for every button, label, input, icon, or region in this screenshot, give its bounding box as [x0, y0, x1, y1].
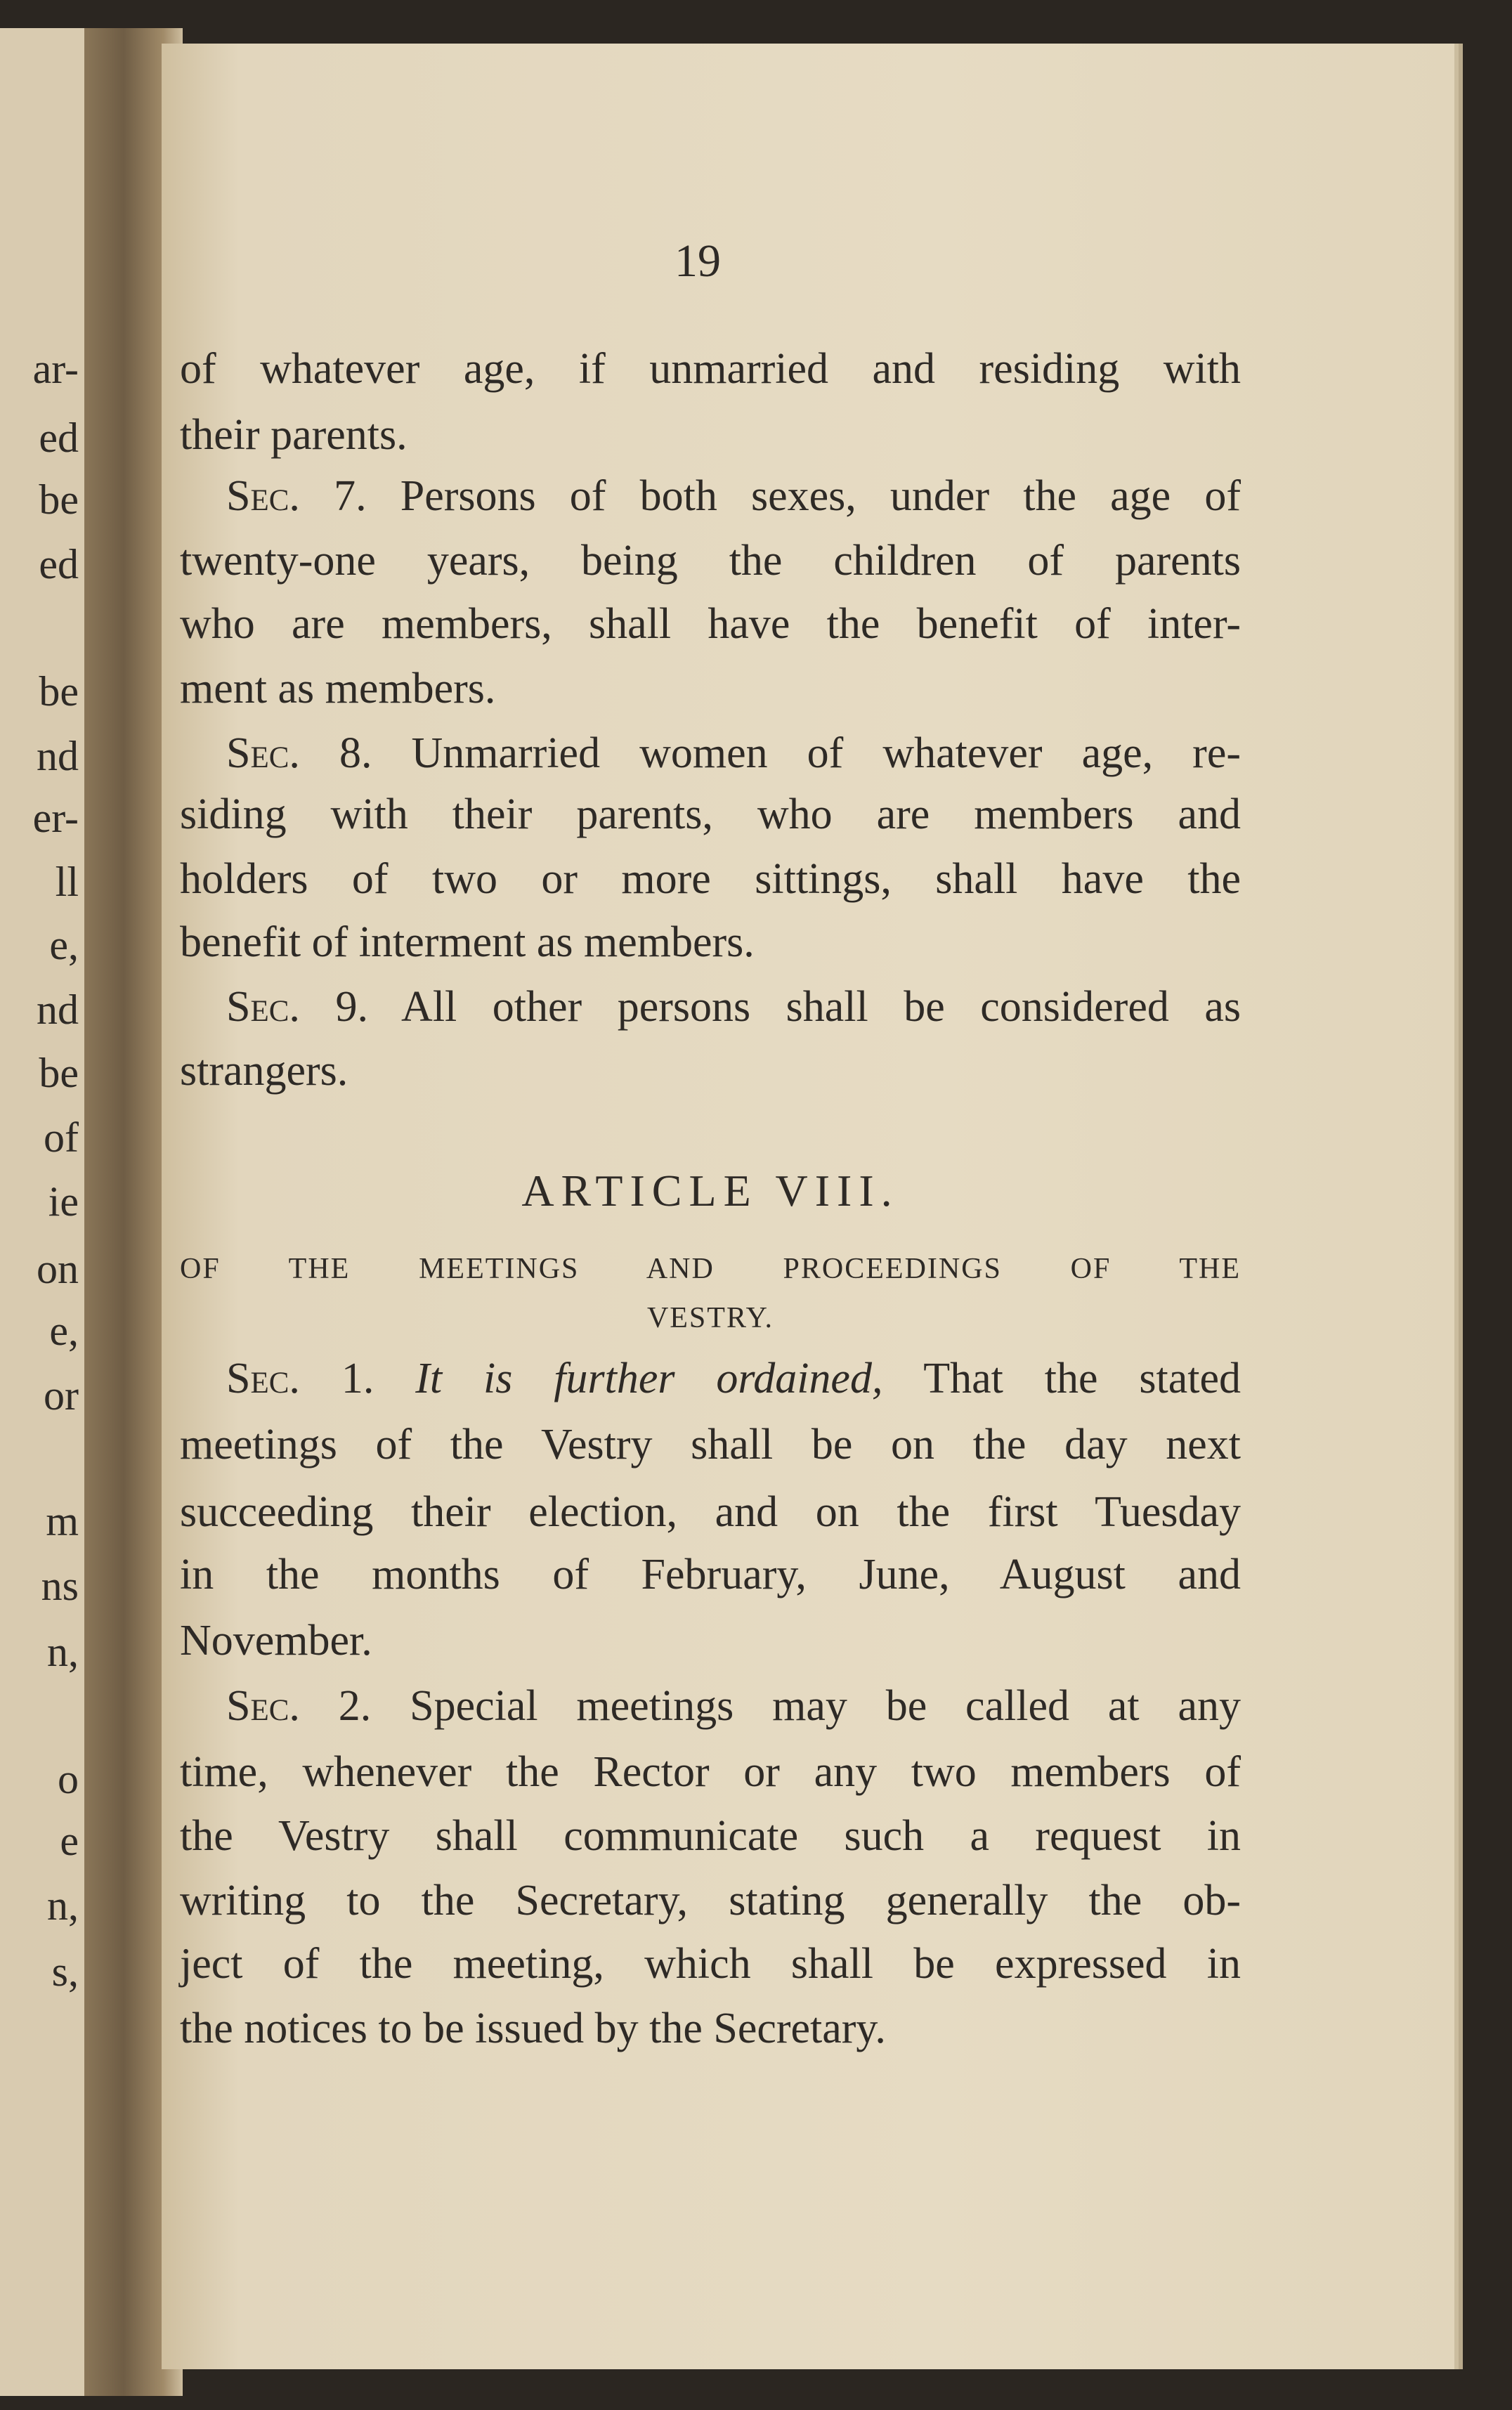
- left-page-fragment: ar-: [32, 346, 79, 392]
- text-line: [180, 596, 1241, 652]
- line-text: the Vestry shall communicate such a request in: [180, 1812, 1241, 1860]
- left-page-fragment: o: [58, 1756, 79, 1802]
- left-page-fragment: on: [37, 1246, 79, 1292]
- section-label: Sec.: [226, 472, 300, 520]
- text-line: [180, 407, 1241, 463]
- text-line: [180, 914, 1241, 970]
- section-label: Sec.: [226, 983, 300, 1031]
- line-text: 9. All other persons shall be considered as: [299, 983, 1241, 1031]
- article-subtitle: OF THE MEETINGS AND PROCEEDINGS OF THE: [180, 1253, 1241, 1285]
- text-line: [180, 786, 1241, 842]
- line-text: in the months of February, June, August and: [180, 1551, 1241, 1598]
- line-text: meetings of the Vestry shall be on the day next: [180, 1421, 1241, 1468]
- left-page-fragment: be: [39, 668, 79, 715]
- italic-phrase: It is further ordained,: [415, 1355, 883, 1402]
- text-line: [180, 1546, 1241, 1603]
- left-page-fragment: s,: [51, 1948, 79, 1995]
- left-page-fragment: e,: [49, 922, 79, 968]
- left-page-fragment: e,: [49, 1308, 79, 1354]
- left-page-fragment: ed: [39, 415, 79, 461]
- line-text: 1.: [299, 1355, 416, 1402]
- text-line: [226, 979, 1241, 1035]
- page-number: 19: [674, 235, 721, 287]
- left-page-fragment: ll: [55, 859, 79, 905]
- line-text: 2. Special meetings may be called at any: [299, 1682, 1241, 1730]
- line-text: holders of two or more sittings, shall have the: [180, 855, 1241, 903]
- line-text: siding with their parents, who are members and: [180, 790, 1241, 838]
- line-text: their parents.: [180, 411, 408, 459]
- line-text: the notices to be issued by the Secretary.: [180, 2005, 886, 2052]
- line-text: succeeding their election, and on the first Tuesday: [180, 1488, 1241, 1536]
- text-line: [180, 660, 1241, 717]
- left-page-fragment: ed: [39, 541, 79, 587]
- text-line: [226, 468, 1241, 524]
- article-subtitle-continued: VESTRY.: [646, 1302, 774, 1334]
- text-line: [180, 1808, 1241, 1864]
- line-text: twenty-one years, being the children of parents: [180, 537, 1241, 585]
- left-page-fragment: n,: [47, 1882, 79, 1929]
- left-page-fragment: n,: [47, 1629, 79, 1675]
- text-line: [180, 2000, 1241, 2057]
- section-label: Sec.: [226, 1355, 300, 1402]
- line-text: benefit of interment as members.: [180, 918, 755, 966]
- left-page-fragment: be: [39, 1050, 79, 1096]
- section-label: Sec.: [226, 1682, 300, 1730]
- line-text: of whatever age, if unmarried and residing with: [180, 345, 1241, 393]
- left-page-fragment: er-: [32, 795, 79, 841]
- text-line: [180, 1613, 1241, 1669]
- line-text: ment as members.: [180, 665, 496, 712]
- line-text: strangers.: [180, 1047, 348, 1095]
- left-page-fragment: nd: [37, 986, 79, 1033]
- text-line: [180, 1936, 1241, 1992]
- text-line: [180, 1484, 1241, 1540]
- text-line: [180, 533, 1241, 589]
- text-line: [226, 725, 1241, 781]
- article-heading: ARTICLE VIII.: [521, 1166, 899, 1216]
- left-page-fragment: nd: [37, 733, 79, 779]
- line-text: ject of the meeting, which shall be expressed in: [180, 1940, 1241, 1988]
- section-label: Sec.: [226, 729, 300, 777]
- left-page-fragment: of: [44, 1114, 79, 1161]
- line-text: writing to the Secretary, stating generally the ob-: [180, 1877, 1241, 1924]
- text-line: [180, 341, 1241, 397]
- text-line: [180, 1416, 1241, 1473]
- text-line: [180, 851, 1241, 907]
- left-page-fragment: e: [60, 1818, 79, 1864]
- line-text: who are members, shall have the benefit of inter-: [180, 600, 1241, 648]
- text-line: [180, 1872, 1241, 1929]
- left-page-fragment: ns: [41, 1563, 79, 1609]
- text-line: [226, 1678, 1241, 1734]
- line-text: time, whenever the Rector or any two members of: [180, 1748, 1241, 1796]
- line-text-rest: That the stated: [882, 1355, 1241, 1402]
- text-line: [226, 1350, 1241, 1407]
- line-text: 7. Persons of both sexes, under the age of: [299, 472, 1241, 520]
- left-page-fragment: ie: [48, 1178, 79, 1225]
- left-page-fragment: be: [39, 476, 79, 523]
- left-page-fragment: or: [44, 1372, 79, 1419]
- text-line: [180, 1043, 1241, 1099]
- line-text: November.: [180, 1617, 372, 1665]
- text-line: [180, 1744, 1241, 1800]
- line-text: 8. Unmarried women of whatever age, re-: [299, 729, 1241, 777]
- left-page-fragment: m: [46, 1498, 79, 1544]
